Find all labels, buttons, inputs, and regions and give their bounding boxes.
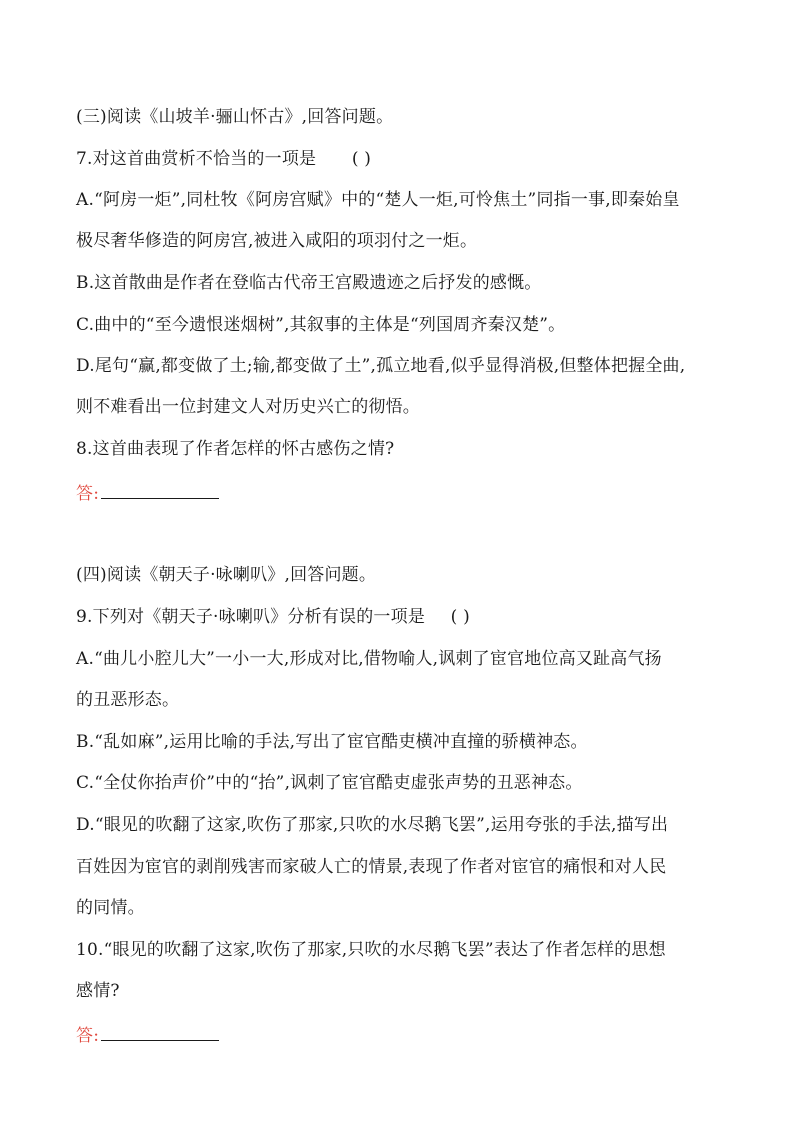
q10-answer-blank[interactable] bbox=[101, 1022, 219, 1041]
q8-answer-line bbox=[76, 480, 726, 505]
q7-option-d-line2: 则不难看出一位封建文人对历史兴亡的彻悟。 bbox=[76, 397, 420, 417]
q9-option-d-line3: 的同情。 bbox=[76, 898, 145, 918]
q10-stem-line1: 10.“眼见的吹翻了这家,吹伤了那家,只吹的水尽鹅飞罢”表达了作者怎样的思想 bbox=[76, 940, 666, 960]
q7-stem: 7.对这首曲赏析不恰当的一项是 bbox=[76, 149, 317, 169]
section4-heading: (四)阅读《朝天子·咏喇叭》,回答问题。 bbox=[76, 565, 377, 585]
q9-answer-paren: ( ) bbox=[450, 607, 470, 627]
section3-heading: (三)阅读《山坡羊·骊山怀古》,回答问题。 bbox=[76, 107, 394, 127]
q9-option-a-line1: A.“曲儿小腔儿大”一小一大,形成对比,借物喻人,讽刺了宦官地位高又趾高气扬 bbox=[76, 649, 662, 669]
q7-answer-paren: ( ) bbox=[351, 149, 372, 169]
q7-stem-line bbox=[76, 148, 726, 170]
q9-stem: 9.下列对《朝天子·咏喇叭》分析有误的一项是 bbox=[76, 607, 426, 627]
q9-option-d-line1: D.“眼见的吹翻了这家,吹伤了那家,只吹的水尽鹅飞罢”,运用夸张的手法,描写出 bbox=[76, 815, 669, 835]
q8-answer-blank[interactable] bbox=[101, 480, 219, 499]
q7-option-b: B.这首散曲是作者在登临古代帝王宫殿遗迹之后抒发的感慨。 bbox=[76, 273, 542, 293]
q10-stem-line2: 感情? bbox=[76, 981, 120, 1001]
q9-option-d-line2: 百姓因为宦官的剥削残害而家破人亡的情景,表现了作者对宦官的痛恨和对人民 bbox=[76, 857, 667, 877]
q8-answer-label: 答: bbox=[76, 484, 100, 504]
q7-option-d-line1: D.尾句“赢,都变做了土;输,都变做了土”,孤立地看,似乎显得消极,但整体把握全曲, bbox=[76, 356, 686, 376]
q9-stem-line bbox=[76, 606, 726, 628]
q9-option-b: B.“乱如麻”,运用比喻的手法,写出了宦官酷吏横冲直撞的骄横神态。 bbox=[76, 732, 588, 752]
q9-option-a-line2: 的丑恶形态。 bbox=[76, 690, 180, 710]
q7-option-c: C.曲中的“至今遗恨迷烟树”,其叙事的主体是“列国周齐秦汉楚”。 bbox=[76, 315, 566, 335]
q7-option-a-line1: A.“阿房一炬”,同杜牧《阿房宫赋》中的“楚人一炬,可怜焦土”同指一事,即秦始皇 bbox=[76, 190, 680, 210]
q9-option-c: C.“全仗你抬声价”中的“抬”,讽刺了宦官酷吏虚张声势的丑恶神态。 bbox=[76, 773, 583, 793]
q10-answer-label: 答: bbox=[76, 1026, 100, 1046]
q10-answer-line bbox=[76, 1022, 726, 1047]
q8-stem: 8.这首曲表现了作者怎样的怀古感伤之情? bbox=[76, 439, 395, 459]
q7-option-a-line2: 极尽奢华修造的阿房宫,被进入咸阳的项羽付之一炬。 bbox=[76, 231, 478, 251]
